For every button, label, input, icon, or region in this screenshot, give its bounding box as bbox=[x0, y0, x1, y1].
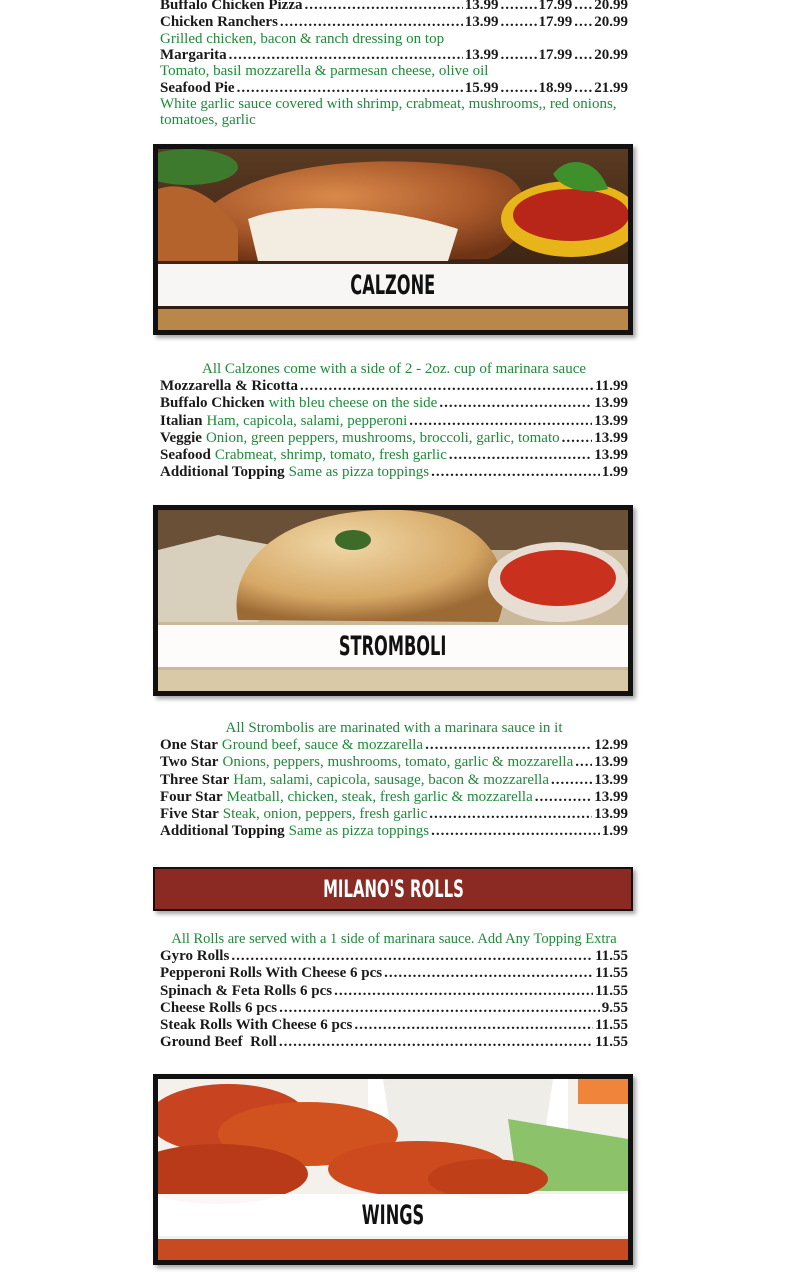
leader-dots bbox=[305, 0, 463, 14]
item-name: Seafood bbox=[160, 447, 211, 464]
menu-item bbox=[160, 14, 628, 31]
item-price: 1.99 bbox=[601, 823, 628, 840]
item-description: Crabmeat, shrimp, tomato, fresh garlic bbox=[214, 447, 447, 464]
item-name: Seafood Pie bbox=[160, 79, 235, 96]
item-price: 11.55 bbox=[595, 965, 628, 982]
price-medium: 17.99 bbox=[538, 47, 573, 64]
item-description: Meatball, chicken, steak, fresh garlic & mozzarella bbox=[226, 788, 533, 805]
item-price: 11.55 bbox=[595, 982, 628, 999]
item-description: Onions, peppers, mushrooms, tomato, garlic & mozzarella bbox=[222, 754, 574, 771]
item-description: tomatoes, garlic bbox=[160, 111, 256, 128]
item-name: Two Star bbox=[160, 754, 219, 771]
rolls-header bbox=[153, 867, 633, 911]
menu-item bbox=[160, 823, 628, 840]
menu-item bbox=[160, 80, 628, 97]
item-name: Buffalo Chicken bbox=[160, 395, 265, 412]
price-large: 20.99 bbox=[594, 0, 628, 13]
menu-item bbox=[160, 983, 628, 1000]
item-price: 13.99 bbox=[594, 429, 628, 446]
item-price: 13.99 bbox=[594, 395, 628, 412]
menu-item bbox=[160, 0, 628, 14]
item-price: 13.99 bbox=[594, 771, 628, 788]
calzone-list bbox=[160, 361, 628, 482]
item-price: 13.99 bbox=[594, 447, 628, 464]
price-large: 21.99 bbox=[594, 79, 628, 96]
leader-dots bbox=[280, 14, 463, 31]
menu-item bbox=[160, 948, 628, 965]
menu-item bbox=[160, 395, 628, 412]
item-price: 13.99 bbox=[594, 754, 628, 771]
leader-dots bbox=[431, 464, 600, 481]
banner-label-bar bbox=[158, 264, 628, 306]
section-note: All Strombolis are marinated with a marinara sauce in it bbox=[225, 720, 563, 736]
price-small: 13.99 bbox=[464, 14, 499, 31]
item-price: 1.99 bbox=[601, 464, 628, 481]
item-price: 12.99 bbox=[594, 737, 628, 753]
wings-banner bbox=[153, 1074, 633, 1265]
menu-item bbox=[160, 737, 628, 754]
item-price: 11.99 bbox=[595, 378, 628, 394]
menu-item bbox=[160, 413, 628, 430]
item-name: Steak Rolls With Cheese 6 pcs bbox=[160, 1017, 353, 1034]
leader-dots bbox=[575, 754, 592, 771]
item-name: Italian bbox=[160, 412, 203, 429]
menu-item bbox=[160, 47, 628, 64]
banner-title: STROMBOLI bbox=[339, 630, 447, 662]
item-price: 13.99 bbox=[594, 806, 628, 823]
item-name: Ground Beef Roll bbox=[160, 1034, 277, 1051]
leader-dots bbox=[562, 430, 593, 447]
item-name: Three Star bbox=[160, 771, 230, 788]
price-small: 13.99 bbox=[464, 47, 499, 64]
menu-item bbox=[160, 1017, 628, 1034]
item-price: 13.99 bbox=[594, 412, 628, 429]
price-medium: 17.99 bbox=[538, 0, 573, 13]
item-name: Margarita bbox=[160, 47, 227, 64]
calzone-banner bbox=[153, 144, 633, 335]
item-price: 11.55 bbox=[595, 1034, 628, 1051]
item-description: Ground beef, sauce & mozzarella bbox=[221, 737, 424, 753]
stromboli-list bbox=[160, 720, 628, 841]
section-note: All Calzones come with a side of 2 - 2oz. cup of marinara sauce bbox=[201, 361, 587, 377]
price-large: 20.99 bbox=[594, 47, 628, 64]
item-price: 11.55 bbox=[595, 948, 628, 964]
item-name: Chicken Ranchers bbox=[160, 14, 278, 31]
leader-dots bbox=[279, 1034, 593, 1051]
item-description: Ham, capicola, salami, pepperoni bbox=[206, 412, 408, 429]
item-description: Same as pizza toppings bbox=[288, 823, 430, 840]
menu-item bbox=[160, 447, 628, 464]
item-name: Additional Topping bbox=[160, 823, 285, 840]
price-small: 13.99 bbox=[464, 0, 499, 13]
leader-dots bbox=[231, 948, 593, 965]
item-name: Additional Topping bbox=[160, 464, 285, 481]
menu-item bbox=[160, 789, 628, 806]
item-description: Same as pizza toppings bbox=[288, 464, 430, 481]
leader-dots bbox=[229, 47, 463, 64]
item-description: Ham, salami, capicola, sausage, bacon & mozzarella bbox=[233, 771, 549, 788]
menu-item bbox=[160, 464, 628, 481]
item-name: One Star bbox=[160, 737, 218, 753]
leader-dots bbox=[551, 772, 592, 789]
leader-dots bbox=[439, 395, 592, 412]
item-name: Mozzarella & Ricotta bbox=[160, 378, 298, 394]
leader-dots bbox=[334, 983, 593, 1000]
menu-item bbox=[160, 806, 628, 823]
item-name: Spinach & Feta Rolls 6 pcs bbox=[160, 982, 333, 999]
item-name: Veggie bbox=[160, 429, 202, 446]
item-name: Four Star bbox=[160, 788, 223, 805]
leader-dots bbox=[354, 1017, 593, 1034]
price-medium: 17.99 bbox=[538, 14, 573, 31]
item-description: Steak, onion, peppers, fresh garlic bbox=[222, 806, 428, 823]
item-name: Pepperoni Rolls With Cheese 6 pcs bbox=[160, 965, 383, 982]
menu-item bbox=[160, 430, 628, 447]
menu-item bbox=[160, 754, 628, 771]
leader-dots bbox=[535, 789, 593, 806]
leader-dots bbox=[279, 1000, 600, 1017]
menu-item bbox=[160, 965, 628, 982]
item-description: with bleu cheese on the side bbox=[268, 395, 438, 412]
leader-dots bbox=[425, 737, 592, 754]
item-description: Grilled chicken, bacon & ranch dressing on top bbox=[160, 30, 445, 47]
leader-dots bbox=[384, 965, 593, 982]
item-price: 9.55 bbox=[601, 999, 628, 1016]
price-medium: 18.99 bbox=[538, 79, 573, 96]
leader-dots bbox=[449, 447, 592, 464]
item-price: 13.99 bbox=[594, 788, 628, 805]
stromboli-banner bbox=[153, 505, 633, 696]
menu-item bbox=[160, 1000, 628, 1017]
menu-item bbox=[160, 1034, 628, 1051]
item-name: Five Star bbox=[160, 806, 219, 823]
leader-dots bbox=[237, 80, 463, 97]
price-small: 15.99 bbox=[464, 79, 499, 96]
item-description: White garlic sauce covered with shrimp, crabmeat, mushrooms,, red onions, bbox=[160, 96, 617, 113]
leader-dots bbox=[409, 413, 592, 430]
leader-dots bbox=[300, 378, 593, 395]
item-description: Tomato, basil mozzarella & parmesan cheese, olive oil bbox=[160, 63, 489, 80]
item-name: Gyro Rolls bbox=[160, 948, 230, 964]
banner-label-bar bbox=[158, 1194, 628, 1236]
banner-title: CALZONE bbox=[350, 269, 436, 301]
section-note: All Rolls are served with a 1 side of marinara sauce. Add Any Topping Extra bbox=[171, 931, 617, 947]
price-large: 20.99 bbox=[594, 14, 628, 31]
item-description: Onion, green peppers, mushrooms, broccoli, garlic, tomato bbox=[205, 429, 560, 446]
leader-dots bbox=[431, 823, 600, 840]
rolls-title: MILANO'S ROLLS bbox=[322, 875, 464, 903]
menu-item bbox=[160, 378, 628, 395]
item-name: Buffalo Chicken Pizza bbox=[160, 0, 303, 13]
leader-dots bbox=[429, 806, 592, 823]
pizza-list bbox=[160, 0, 628, 128]
rolls-list bbox=[160, 931, 628, 1052]
item-name: Cheese Rolls 6 pcs bbox=[160, 999, 278, 1016]
menu-item bbox=[160, 772, 628, 789]
banner-label-bar bbox=[158, 625, 628, 667]
banner-title: WINGS bbox=[361, 1199, 425, 1231]
item-price: 11.55 bbox=[595, 1017, 628, 1034]
